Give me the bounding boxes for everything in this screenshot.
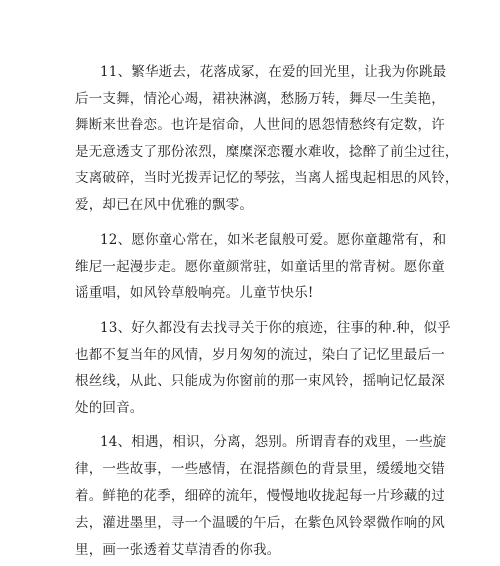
paragraph-line: 支离破碎，当时光拨弄记忆的琴弦，当离人摇曳起相思的风铃， (75, 170, 459, 186)
paragraph-line: 去，灌进墨里，寻一个温暖的午后，在紫色风铃翠微作响的风 (75, 515, 445, 531)
paragraph-line: 11、繁华逝去，花落成冢，在爱的回光里，让我为你跳最 (100, 64, 447, 80)
paragraph-12 (75, 227, 445, 307)
paragraph-11 (75, 59, 459, 218)
paragraph-line: 里，画一张透着艾草清香的你我。 (75, 542, 281, 558)
paragraph-line: 也都不复当年的风情，岁月匆匆的流过，染白了记忆里最后一 (75, 346, 445, 363)
paragraph-line: 处的回音。 (75, 399, 144, 416)
paragraph-line: 爱，却已在风中优雅的飘零。 (75, 196, 254, 213)
paragraph-line: 后一支舞，情沦心竭，裙袂淋漓，愁肠万转，舞尽一生美艳， (75, 90, 445, 107)
paragraph-line: 维尼一起漫步走。愿你童颜常驻，如童话里的常青树。愿你童 (75, 258, 445, 275)
paragraph-line: 谣重唱，如风铃草般响亮。儿童节快乐! (75, 285, 314, 301)
paragraph-line: 14、相遇，相识，分离，怨别。所谓青春的戏里，一些旋 (100, 434, 447, 450)
paragraph-13 (75, 315, 451, 421)
paragraph-line: 律，一些故事，一些感情，在混搭颜色的背景里，缓缓地交错 (75, 461, 445, 477)
paragraph-line: 舞断来世眷恋。也许是宿命，人世间的恩怨情愁终有定数，许 (75, 117, 445, 133)
paragraph-line: 12、愿你童心常在，如米老鼠般可爱。愿你童趣常有，和 (100, 232, 447, 248)
paragraph-line: 根丝线，从此、只能成为你窗前的那一束风铃，摇响记忆最深 (75, 373, 445, 389)
paragraph-line: 是无意透支了那份浓烈，糜糜深恋覆水难收，捻醉了前尘过往， (75, 143, 459, 160)
paragraph-line: 着。鲜艳的花季，细碎的流年，慢慢地收拢起每一片珍藏的过 (75, 488, 445, 504)
paragraph-14 (75, 429, 445, 564)
paragraph-line: 13、好久都没有去找寻关于你的痕迹，往事的种.种，似乎 (100, 320, 451, 336)
